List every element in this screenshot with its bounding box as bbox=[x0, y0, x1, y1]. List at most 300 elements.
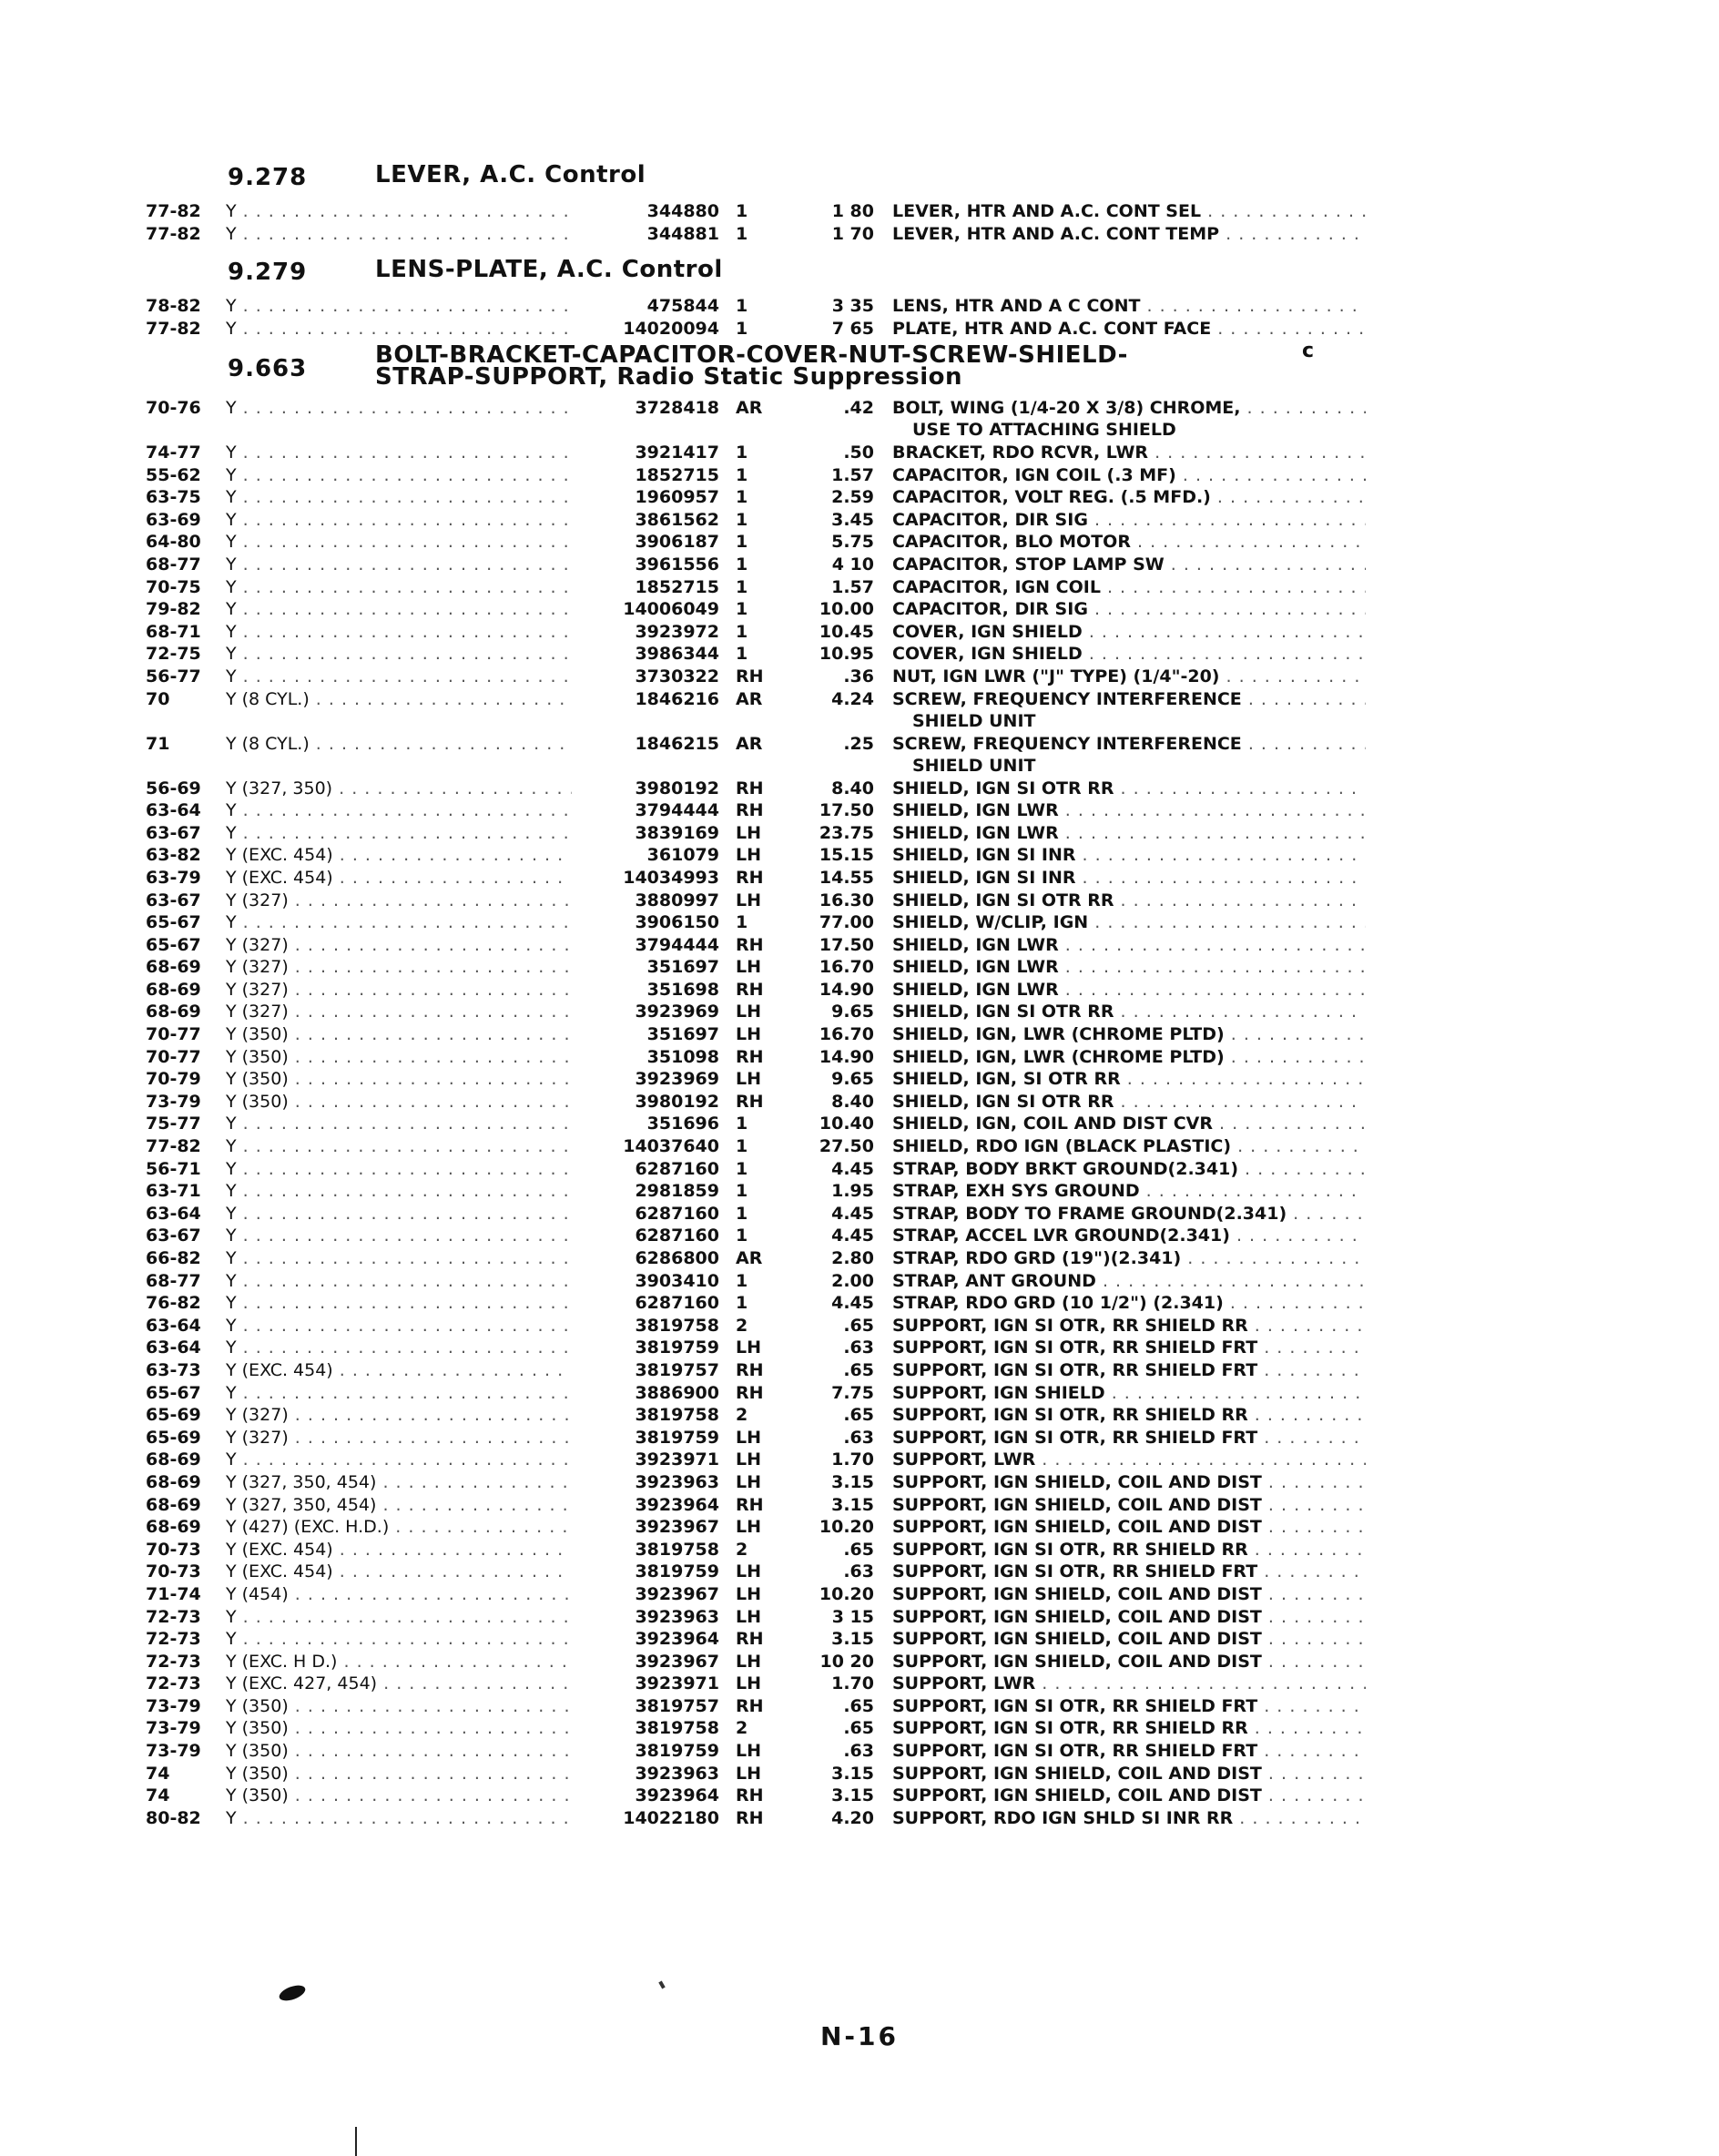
model-applicability: Y . . . bbox=[226, 1247, 572, 1269]
quantity: 1 bbox=[736, 532, 748, 553]
quantity: AR bbox=[736, 1248, 763, 1268]
description-line1: SCREW, FREQUENCY INTERFERENCE . . . bbox=[892, 689, 1366, 709]
model-applicability: Y . . . bbox=[226, 442, 572, 463]
description-line1: STRAP, BODY BRKT GROUND(2.341) . . . bbox=[892, 1159, 1366, 1179]
description-line1: SHIELD, IGN SI OTR RR . . . bbox=[892, 778, 1366, 798]
part-number: 3861562 bbox=[635, 509, 719, 530]
price: 8.40 bbox=[831, 1091, 874, 1112]
part-row bbox=[146, 1516, 1357, 1539]
description bbox=[892, 554, 1366, 575]
section-header bbox=[146, 161, 1357, 200]
price: 3.15 bbox=[831, 1763, 874, 1784]
description-line1: STRAP, ACCEL LVR GROUND(2.341) . . . bbox=[892, 1225, 1366, 1246]
part-number: 3794444 bbox=[635, 934, 719, 955]
description bbox=[892, 1494, 1366, 1516]
section-number: 9.279 bbox=[228, 259, 308, 286]
price: 23.75 bbox=[819, 822, 874, 843]
model-applicability: Y (327) . . . bbox=[226, 1404, 572, 1426]
part-number: 3986344 bbox=[635, 644, 719, 665]
description bbox=[892, 1023, 1366, 1045]
model-years: 63-64 bbox=[146, 800, 201, 821]
section-lever-ac-control bbox=[146, 161, 1357, 245]
part-row bbox=[146, 1247, 1357, 1270]
description bbox=[892, 1091, 1366, 1113]
model-years: 63-82 bbox=[146, 845, 201, 866]
description bbox=[892, 576, 1366, 598]
description bbox=[892, 1807, 1366, 1829]
model-years: 73-79 bbox=[146, 1718, 201, 1739]
part-row bbox=[146, 1113, 1357, 1135]
description-line1: CAPACITOR, DIR SIG . . . bbox=[892, 599, 1366, 619]
quantity: AR bbox=[736, 398, 763, 418]
quantity: 1 bbox=[736, 1293, 748, 1314]
description-line1: SCREW, FREQUENCY INTERFERENCE . . . bbox=[892, 734, 1366, 754]
model-years: 77-82 bbox=[146, 318, 201, 339]
description-line1: SUPPORT, IGN SHIELD, COIL AND DIST . . . bbox=[892, 1584, 1366, 1604]
part-number: 3923964 bbox=[635, 1494, 719, 1515]
description bbox=[892, 1135, 1366, 1157]
price: .36 bbox=[843, 666, 874, 686]
model-years: 76-82 bbox=[146, 1293, 201, 1314]
price: 27.50 bbox=[819, 1136, 874, 1157]
quantity: LH bbox=[736, 1673, 762, 1694]
description bbox=[892, 643, 1366, 665]
price: 3.15 bbox=[831, 1629, 874, 1650]
model-years: 68-77 bbox=[146, 1270, 201, 1291]
description bbox=[892, 1717, 1366, 1739]
model-applicability: Y . . . bbox=[226, 295, 572, 317]
description-line1: SUPPORT, IGN SHIELD, COIL AND DIST . . . bbox=[892, 1495, 1366, 1515]
part-number: 3980192 bbox=[635, 1091, 719, 1112]
model-applicability: Y . . . bbox=[226, 1292, 572, 1314]
quantity: RH bbox=[736, 934, 764, 955]
part-number: 351698 bbox=[646, 979, 719, 1000]
price: 10.40 bbox=[819, 1114, 874, 1134]
description-line1: SUPPORT, IGN SI OTR, RR SHIELD FRT . . . bbox=[892, 1337, 1366, 1358]
description-line1: LENS, HTR AND A C CONT . . . bbox=[892, 296, 1366, 316]
description bbox=[892, 979, 1366, 1001]
part-row bbox=[146, 1628, 1357, 1651]
part-row bbox=[146, 1561, 1357, 1583]
model-applicability: Y (350) . . . bbox=[226, 1785, 572, 1806]
part-row bbox=[146, 799, 1357, 822]
quantity: LH bbox=[736, 1002, 762, 1022]
description bbox=[892, 1225, 1366, 1246]
part-number: 6287160 bbox=[635, 1225, 719, 1246]
price: 3.15 bbox=[831, 1471, 874, 1492]
description-line1: CAPACITOR, VOLT REG. (.5 MFD.) . . . bbox=[892, 487, 1366, 507]
model-applicability: Y . . . bbox=[226, 1382, 572, 1404]
part-number: 14037640 bbox=[623, 1136, 719, 1157]
description-line1: LEVER, HTR AND A.C. CONT TEMP . . . bbox=[892, 224, 1366, 244]
model-applicability: Y . . . bbox=[226, 643, 572, 665]
model-years: 74 bbox=[146, 1785, 170, 1806]
model-applicability: Y (350) . . . bbox=[226, 1046, 572, 1068]
quantity: 1 bbox=[736, 912, 748, 933]
part-row bbox=[146, 844, 1357, 867]
price: 1.57 bbox=[831, 464, 874, 485]
quantity: RH bbox=[736, 1807, 764, 1828]
description-line1: STRAP, BODY TO FRAME GROUND(2.341) . . . bbox=[892, 1204, 1366, 1224]
description-line1: CAPACITOR, IGN COIL . . . bbox=[892, 577, 1366, 597]
part-row bbox=[146, 1203, 1357, 1225]
model-applicability: Y . . . bbox=[226, 397, 572, 419]
model-years: 63-64 bbox=[146, 1315, 201, 1336]
description bbox=[892, 911, 1366, 933]
part-row bbox=[146, 1606, 1357, 1629]
price: .42 bbox=[843, 398, 874, 418]
model-applicability: Y (327, 350) . . . bbox=[226, 778, 572, 799]
quantity: 1 bbox=[736, 464, 748, 485]
quantity: LH bbox=[736, 1763, 762, 1784]
part-number: 3923964 bbox=[635, 1785, 719, 1806]
price: 2.80 bbox=[831, 1248, 874, 1268]
description-line1: SHIELD, IGN, SI OTR RR . . . bbox=[892, 1069, 1366, 1089]
model-applicability: Y . . . bbox=[226, 799, 572, 821]
price: 9.65 bbox=[831, 1002, 874, 1022]
description-line1: CAPACITOR, IGN COIL (.3 MF) . . . bbox=[892, 465, 1366, 485]
quantity: LH bbox=[736, 1024, 762, 1045]
part-number: 6286800 bbox=[635, 1248, 719, 1268]
quantity: LH bbox=[736, 1337, 762, 1358]
part-number: 3980192 bbox=[635, 778, 719, 798]
model-applicability: Y . . . bbox=[226, 1628, 572, 1650]
price: 10.20 bbox=[819, 1517, 874, 1538]
quantity: AR bbox=[736, 688, 763, 709]
section-title-line1: BOLT-BRACKET-CAPACITOR-COVER-NUT-SCREW-SHIELD- bbox=[375, 341, 1128, 369]
price: .50 bbox=[843, 442, 874, 463]
part-row bbox=[146, 688, 1357, 733]
description-line1: STRAP, EXH SYS GROUND . . . bbox=[892, 1181, 1366, 1201]
part-number: 3923972 bbox=[635, 621, 719, 642]
price: 4 10 bbox=[831, 554, 874, 575]
part-number: 3923967 bbox=[635, 1517, 719, 1538]
quantity: RH bbox=[736, 1785, 764, 1806]
description bbox=[892, 1449, 1366, 1470]
part-number: 1846216 bbox=[635, 688, 719, 709]
description-line2: SHIELD UNIT bbox=[912, 710, 1036, 731]
price: 7 65 bbox=[831, 318, 874, 339]
price: 14.90 bbox=[819, 1046, 874, 1067]
quantity: 1 bbox=[736, 1158, 748, 1179]
part-row bbox=[146, 643, 1357, 666]
part-number: 2981859 bbox=[635, 1181, 719, 1202]
model-years: 78-82 bbox=[146, 296, 201, 316]
model-years: 63-73 bbox=[146, 1359, 201, 1380]
quantity: AR bbox=[736, 733, 763, 754]
description bbox=[892, 1673, 1366, 1694]
part-row bbox=[146, 1471, 1357, 1494]
description-line1: SUPPORT, IGN SI OTR, RR SHIELD RR . . . bbox=[892, 1316, 1366, 1336]
quantity: 1 bbox=[736, 487, 748, 508]
description-line1: SHIELD, IGN SI OTR RR . . . bbox=[892, 890, 1366, 910]
description bbox=[892, 1583, 1366, 1605]
model-years: 56-77 bbox=[146, 666, 201, 686]
description bbox=[892, 822, 1366, 844]
model-applicability: Y (EXC. 454) . . . bbox=[226, 1539, 572, 1561]
part-number: 6287160 bbox=[635, 1158, 719, 1179]
model-applicability: Y . . . bbox=[226, 223, 572, 245]
part-number: 3794444 bbox=[635, 800, 719, 821]
model-applicability: Y (350) . . . bbox=[226, 1740, 572, 1762]
price: .63 bbox=[843, 1741, 874, 1762]
model-applicability: Y . . . bbox=[226, 200, 572, 222]
quantity: 1 bbox=[736, 1203, 748, 1224]
description bbox=[892, 733, 1366, 777]
description-line1: SUPPORT, IGN SHIELD, COIL AND DIST . . . bbox=[892, 1607, 1366, 1627]
part-row bbox=[146, 1695, 1357, 1718]
model-applicability: Y . . . bbox=[226, 1807, 572, 1829]
description bbox=[892, 509, 1366, 531]
model-years: 72-73 bbox=[146, 1629, 201, 1650]
model-applicability: Y . . . bbox=[226, 621, 572, 643]
page-number: N-16 bbox=[819, 2021, 900, 2051]
description bbox=[892, 442, 1366, 463]
model-years: 65-67 bbox=[146, 912, 201, 933]
price: 16.30 bbox=[819, 890, 874, 910]
model-years: 63-75 bbox=[146, 487, 201, 508]
description bbox=[892, 1382, 1366, 1404]
model-applicability: Y (327) . . . bbox=[226, 1427, 572, 1449]
part-number: 351697 bbox=[646, 957, 719, 978]
model-years: 70-77 bbox=[146, 1024, 201, 1045]
model-years: 70-73 bbox=[146, 1561, 201, 1582]
model-applicability: Y (EXC. 454) . . . bbox=[226, 1561, 572, 1582]
model-applicability: Y (454) . . . bbox=[226, 1583, 572, 1605]
parts-list bbox=[146, 200, 1357, 245]
part-row bbox=[146, 1046, 1357, 1069]
model-applicability: Y (EXC. 454) . . . bbox=[226, 844, 572, 866]
part-number: 3819759 bbox=[635, 1337, 719, 1358]
part-number: 3819759 bbox=[635, 1561, 719, 1582]
section-lens-plate-ac-control bbox=[146, 256, 1357, 340]
quantity: 1 bbox=[736, 223, 748, 244]
description-line1: SUPPORT, IGN SI OTR, RR SHIELD RR . . . bbox=[892, 1405, 1366, 1425]
price: .63 bbox=[843, 1337, 874, 1358]
description bbox=[892, 223, 1366, 245]
part-number: 1960957 bbox=[635, 487, 719, 508]
description bbox=[892, 1180, 1366, 1202]
ink-smudge bbox=[278, 1982, 308, 2003]
model-applicability: Y . . . bbox=[226, 576, 572, 598]
description bbox=[892, 1695, 1366, 1717]
description bbox=[892, 1270, 1366, 1292]
price: 1.70 bbox=[831, 1449, 874, 1470]
quantity: 1 bbox=[736, 1225, 748, 1246]
part-number: 3923967 bbox=[635, 1583, 719, 1604]
part-row bbox=[146, 911, 1357, 934]
description bbox=[892, 844, 1366, 866]
description bbox=[892, 295, 1366, 317]
description bbox=[892, 1158, 1366, 1180]
model-applicability: Y . . . bbox=[226, 554, 572, 575]
model-applicability: Y (327) . . . bbox=[226, 956, 572, 978]
price: 2.59 bbox=[831, 487, 874, 508]
price: 1.57 bbox=[831, 576, 874, 597]
part-row bbox=[146, 1539, 1357, 1561]
description-line1: SHIELD, W/CLIP, IGN . . . bbox=[892, 912, 1366, 932]
quantity: RH bbox=[736, 867, 764, 888]
part-number: 3819757 bbox=[635, 1695, 719, 1716]
model-years: 74 bbox=[146, 1763, 170, 1784]
model-applicability: Y (EXC. 427, 454) . . . bbox=[226, 1673, 572, 1694]
quantity: 2 bbox=[736, 1315, 748, 1336]
quantity: LH bbox=[736, 1606, 762, 1627]
description-line1: SUPPORT, IGN SI OTR, RR SHIELD FRT . . . bbox=[892, 1741, 1366, 1761]
quantity: LH bbox=[736, 845, 762, 866]
part-number: 3886900 bbox=[635, 1382, 719, 1403]
description-line1: SHIELD, IGN LWR . . . bbox=[892, 957, 1366, 977]
part-row bbox=[146, 1315, 1357, 1337]
model-applicability: Y . . . bbox=[226, 486, 572, 508]
quantity: RH bbox=[736, 1629, 764, 1650]
description bbox=[892, 778, 1366, 799]
price: 15.15 bbox=[819, 845, 874, 866]
model-years: 68-69 bbox=[146, 1002, 201, 1022]
quantity: LH bbox=[736, 1471, 762, 1492]
quantity: LH bbox=[736, 1561, 762, 1582]
price: 4.24 bbox=[831, 688, 874, 709]
part-row bbox=[146, 1023, 1357, 1046]
description bbox=[892, 1315, 1366, 1337]
description bbox=[892, 200, 1366, 222]
part-number: 1852715 bbox=[635, 464, 719, 485]
quantity: 1 bbox=[736, 201, 748, 221]
part-number: 3921417 bbox=[635, 442, 719, 463]
quantity: 1 bbox=[736, 576, 748, 597]
part-number: 3923964 bbox=[635, 1629, 719, 1650]
part-row bbox=[146, 1785, 1357, 1807]
model-years: 71-74 bbox=[146, 1583, 201, 1604]
description-line1: SUPPORT, IGN SI OTR, RR SHIELD FRT . . . bbox=[892, 1428, 1366, 1448]
part-number: 3819759 bbox=[635, 1427, 719, 1448]
model-years: 70-77 bbox=[146, 1046, 201, 1067]
part-number: 351098 bbox=[646, 1046, 719, 1067]
description-line1: SUPPORT, IGN SHIELD, COIL AND DIST . . . bbox=[892, 1472, 1366, 1492]
model-years: 73-79 bbox=[146, 1741, 201, 1762]
model-applicability: Y . . . bbox=[226, 1203, 572, 1225]
description bbox=[892, 397, 1366, 441]
model-years: 70-75 bbox=[146, 576, 201, 597]
part-row bbox=[146, 979, 1357, 1002]
part-row bbox=[146, 934, 1357, 957]
part-number: 1846215 bbox=[635, 733, 719, 754]
description-line1: BRACKET, RDO RCVR, LWR . . . bbox=[892, 442, 1366, 463]
model-years: 68-71 bbox=[146, 621, 201, 642]
price: 4.45 bbox=[831, 1203, 874, 1224]
description-line2: USE TO ATTACHING SHIELD bbox=[912, 420, 1176, 440]
part-row bbox=[146, 200, 1357, 223]
part-number: 3819758 bbox=[635, 1405, 719, 1426]
price: .63 bbox=[843, 1427, 874, 1448]
section-radio-static-suppression bbox=[146, 341, 1357, 1829]
part-number: 3819758 bbox=[635, 1539, 719, 1560]
description bbox=[892, 1740, 1366, 1762]
model-applicability: Y (427) (EXC. H.D.) . . . bbox=[226, 1516, 572, 1538]
description-line1: SUPPORT, RDO IGN SHLD SI INR RR . . . bbox=[892, 1808, 1366, 1828]
price: 1.70 bbox=[831, 1673, 874, 1694]
model-applicability: Y . . . bbox=[226, 531, 572, 553]
description-line1: SUPPORT, IGN SHIELD . . . bbox=[892, 1383, 1366, 1403]
description bbox=[892, 688, 1366, 732]
price: 4.45 bbox=[831, 1158, 874, 1179]
description bbox=[892, 1539, 1366, 1561]
description-line1: SUPPORT, IGN SHIELD, COIL AND DIST . . . bbox=[892, 1785, 1366, 1805]
quantity: 1 bbox=[736, 1181, 748, 1202]
description-line2: SHIELD UNIT bbox=[912, 755, 1036, 776]
section-header bbox=[146, 341, 1357, 397]
quantity: 1 bbox=[736, 296, 748, 316]
quantity: RH bbox=[736, 1091, 764, 1112]
price: .65 bbox=[843, 1539, 874, 1560]
part-row bbox=[146, 1337, 1357, 1359]
description bbox=[892, 934, 1366, 956]
part-number: 361079 bbox=[646, 845, 719, 866]
quantity: LH bbox=[736, 1427, 762, 1448]
quantity: LH bbox=[736, 1651, 762, 1672]
price: 10.95 bbox=[819, 644, 874, 665]
part-row bbox=[146, 1583, 1357, 1606]
description bbox=[892, 1763, 1366, 1785]
quantity: RH bbox=[736, 1695, 764, 1716]
section-number: 9.278 bbox=[228, 164, 308, 191]
description bbox=[892, 1561, 1366, 1582]
quantity: 1 bbox=[736, 554, 748, 575]
description-line1: PLATE, HTR AND A.C. CONT FACE . . . bbox=[892, 319, 1366, 339]
description-line1: COVER, IGN SHIELD . . . bbox=[892, 644, 1366, 664]
model-years: 56-71 bbox=[146, 1158, 201, 1179]
part-row bbox=[146, 318, 1357, 341]
section-title: LEVER, A.C. Control bbox=[375, 161, 646, 188]
part-number: 344881 bbox=[646, 223, 719, 244]
description-line1: SUPPORT, IGN SHIELD, COIL AND DIST . . . bbox=[892, 1652, 1366, 1672]
model-applicability: Y (327) . . . bbox=[226, 890, 572, 911]
part-row bbox=[146, 778, 1357, 800]
part-number: 3906187 bbox=[635, 532, 719, 553]
model-years: 70-79 bbox=[146, 1069, 201, 1090]
part-number: 3923963 bbox=[635, 1763, 719, 1784]
model-applicability: Y . . . bbox=[226, 1606, 572, 1628]
description-line1: SHIELD, IGN, COIL AND DIST CVR . . . bbox=[892, 1114, 1366, 1134]
model-years: 63-67 bbox=[146, 822, 201, 843]
part-number: 1852715 bbox=[635, 576, 719, 597]
price: 16.70 bbox=[819, 957, 874, 978]
part-number: 344880 bbox=[646, 201, 719, 221]
part-row bbox=[146, 621, 1357, 644]
part-row bbox=[146, 1717, 1357, 1740]
price: .65 bbox=[843, 1405, 874, 1426]
model-applicability: Y . . . bbox=[226, 1135, 572, 1157]
model-years: 63-79 bbox=[146, 867, 201, 888]
model-applicability: Y . . . bbox=[226, 1158, 572, 1180]
part-row bbox=[146, 1382, 1357, 1405]
model-years: 65-67 bbox=[146, 1382, 201, 1403]
price: 3 15 bbox=[831, 1606, 874, 1627]
description-line1: SUPPORT, LWR . . . bbox=[892, 1449, 1366, 1470]
quantity: 1 bbox=[736, 1270, 748, 1291]
part-row bbox=[146, 223, 1357, 246]
model-applicability: Y . . . bbox=[226, 1449, 572, 1470]
description-line1: SHIELD, IGN SI INR . . . bbox=[892, 868, 1366, 888]
description bbox=[892, 1292, 1366, 1314]
price: 4.45 bbox=[831, 1225, 874, 1246]
part-row bbox=[146, 1068, 1357, 1091]
model-applicability: Y (8 CYL.) . . . bbox=[226, 688, 572, 710]
part-row bbox=[146, 598, 1357, 621]
model-years: 74-77 bbox=[146, 442, 201, 463]
description bbox=[892, 1001, 1366, 1022]
part-row bbox=[146, 1158, 1357, 1181]
